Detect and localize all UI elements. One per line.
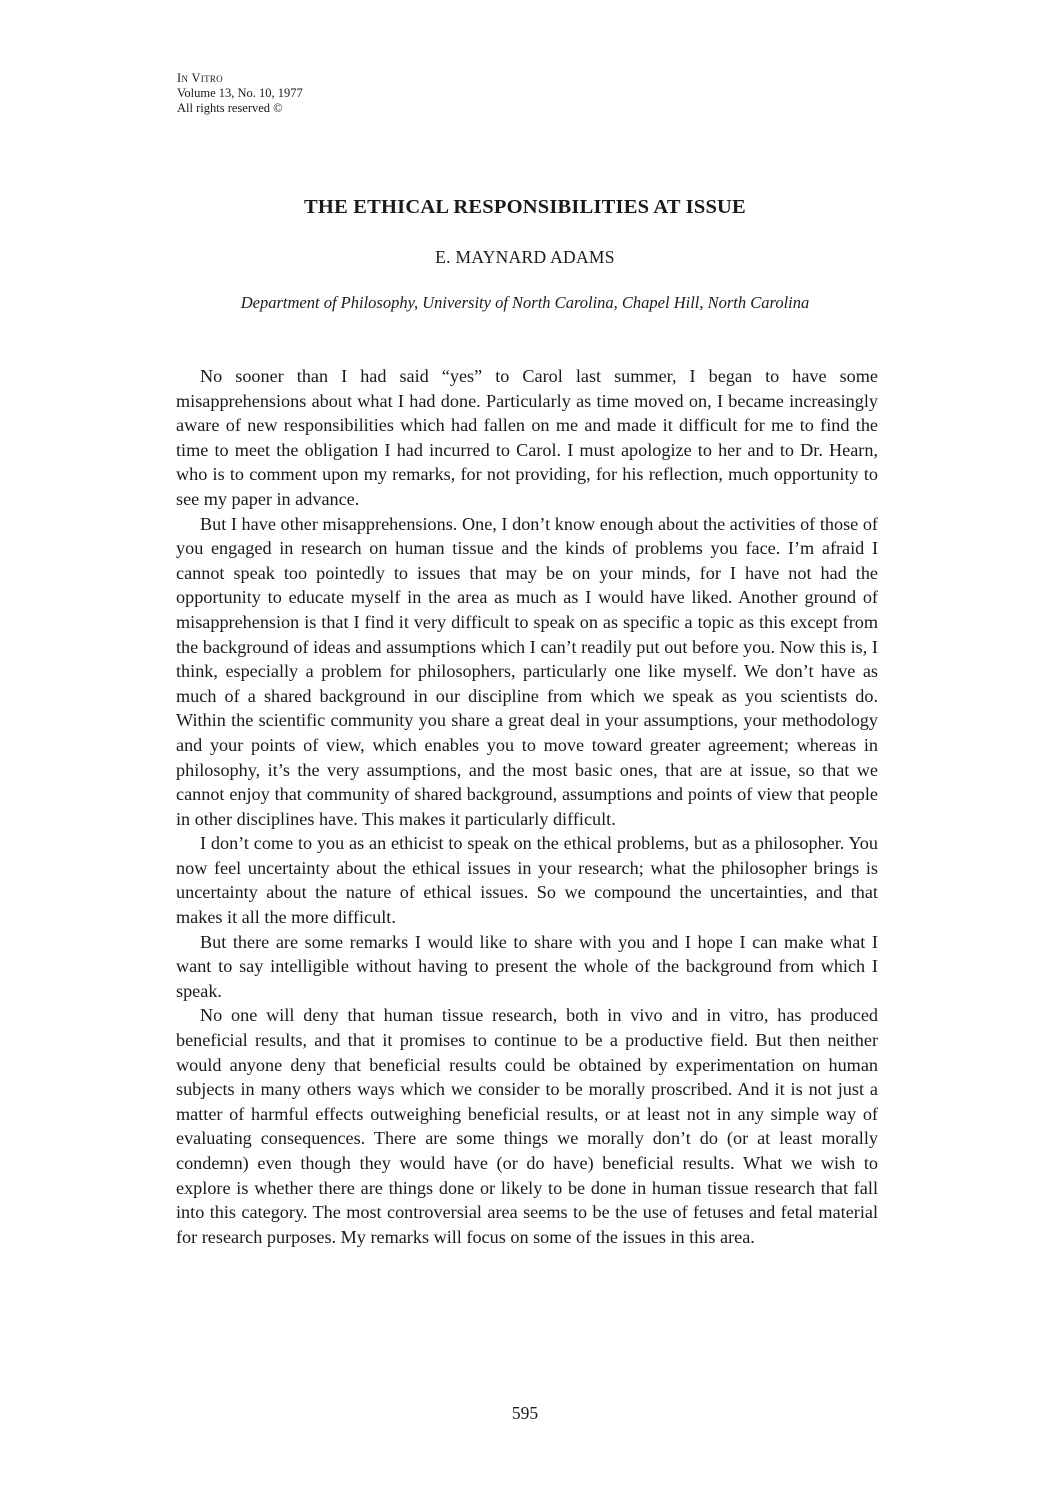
paragraph: I don’t come to you as an ethicist to speak on the ethical problems, but as a philosopher. You now feel uncertainty about the ethical issues in your research; what the philosopher brings is uncertainty about the nature of ethical issues. So we compound the uncertainties, and that makes it all the more difficult. <box>176 833 878 928</box>
paragraph: But I have other misapprehensions. One, I don’t know enough about the activities of those of you engaged in research on human tissue and the kinds of problems you face. I’m afraid I cannot speak too pointedly to issues that may be on your minds, for I have not had the opportunity to educate myself in the area as much as I would have liked. Another ground of misapprehension is that I find it very difficult to speak on as specific a topic as this except from the background of ideas and assumptions which I can’t readily put out before you. Now this is, I think, especially a problem for philosophers, particularly one like myself. We don’t have as much of a shared background in our discipline from which we speak as you scientists do. Within the scientific community you share a great deal in your assumptions, your methodology and your points of view, which enables you to move toward greater agreement; whereas in philosophy, it’s the very assumptions, and the most basic ones, that are at issue, so that we cannot enjoy that community of shared background, assumptions and points of view that people in other disciplines have. This makes it particularly difficult. <box>176 513 878 829</box>
paragraph: No one will deny that human tissue research, both in vivo and in vitro, has produced beneficial results, and that it promises to continue to be a productive field. But then neither would anyone deny that beneficial results could be obtained by experimentation on human subjects in many others ways which we consider to be morally proscribed. And it is not just a matter of harmful effects outweighing beneficial results, or at least not in any simple way of evaluating consequences. There are some things we morally don’t do (or at least morally condemn) even though they would have (or do have) beneficial results. What we wish to explore is whether there are things done or likely to be done in human tissue research that fall into this category. The most controversial area seems to be the use of fetuses and fetal material for research purposes. My remarks will focus on some of the issues in this area. <box>176 1005 878 1247</box>
paragraph: But there are some remarks I would like to share with you and I hope I can make what I want to say intelligible without having to present the whole of the background from which I speak. <box>176 931 878 1001</box>
paragraph: No sooner than I had said “yes” to Carol last summer, I began to have some misapprehensions about what I had done. Particularly as time moved on, I became increasingly aware of new responsibilities which had fallen on me and made it difficult for me to find the time to meet the obligation I had incurred to Carol. I must apologize to her and to Dr. Hearn, who is to comment upon my remarks, for not providing, for his reflection, much opportunity to see my paper in advance. <box>176 366 878 509</box>
article-body <box>176 364 878 1249</box>
author-affiliation: Department of Philosophy, University of North Carolina, Chapel Hill, North Carolina <box>240 293 810 312</box>
article-author: E. MAYNARD ADAMS <box>435 247 615 267</box>
rights-notice: All rights reserved © <box>177 101 283 115</box>
page-number: 595 <box>511 1403 539 1423</box>
journal-header <box>177 71 303 116</box>
journal-name: In Vitro <box>177 71 223 85</box>
article-title: THE ETHICAL RESPONSIBILITIES AT ISSUE <box>304 196 746 218</box>
volume-info: Volume 13, No. 10, 1977 <box>177 86 303 100</box>
